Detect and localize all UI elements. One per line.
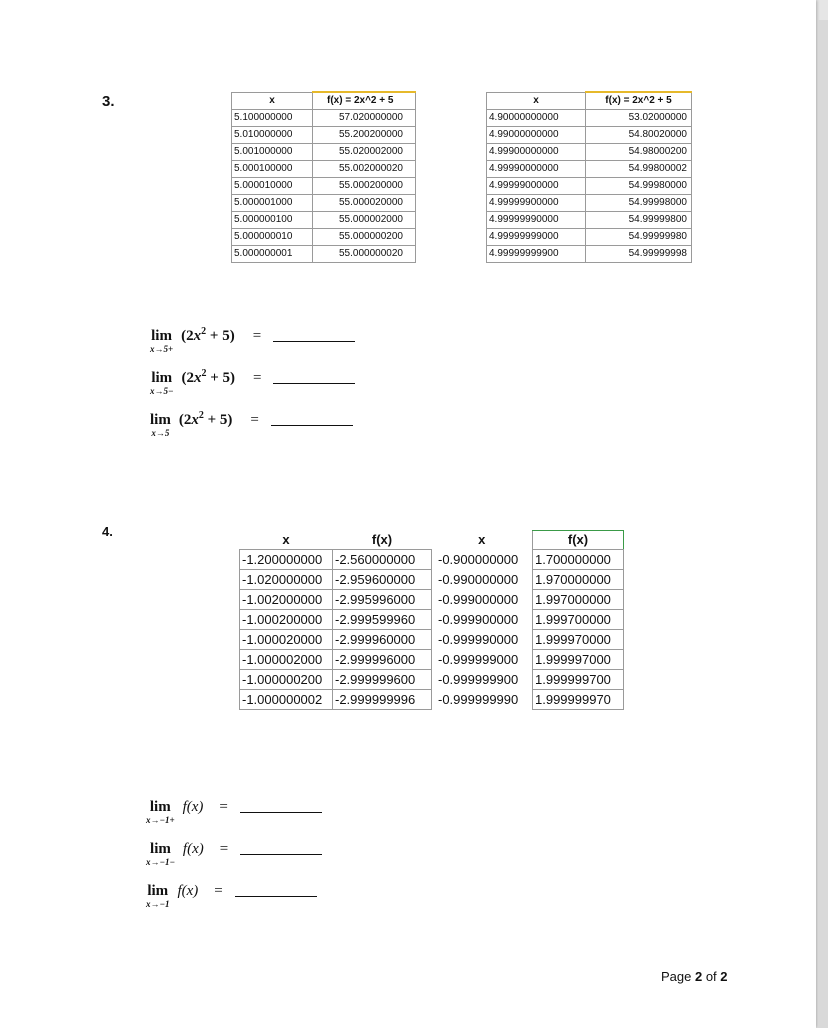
column-header-x: x xyxy=(232,92,313,110)
expr-variable: x xyxy=(191,412,199,428)
cell-x: 5.001000000 xyxy=(232,144,313,161)
expr-variable: x xyxy=(193,328,202,344)
question-number-3: 3. xyxy=(102,93,115,110)
cell-fx-left: -2.999960000 xyxy=(333,630,432,650)
table-row xyxy=(232,246,416,263)
cell-x: 4.90000000000 xyxy=(487,110,586,127)
table-row xyxy=(232,178,416,195)
cell-fx: 54.80020000 xyxy=(586,127,692,144)
limit-function xyxy=(183,841,204,857)
lim-subscript: x→5− xyxy=(150,386,174,396)
cell-x-right: -0.999999000 xyxy=(438,651,519,667)
limit-expression xyxy=(146,799,322,825)
equals-sign: = xyxy=(252,328,262,344)
limit-function xyxy=(183,799,204,815)
equals-sign: = xyxy=(219,841,229,857)
cell-x-left: -1.000000002 xyxy=(240,690,333,710)
cell-x-left: -1.000020000 xyxy=(240,630,333,650)
expr-exponent: 2 xyxy=(201,326,207,337)
page-total: 2 xyxy=(720,969,728,984)
cell-x: 4.99000000000 xyxy=(487,127,586,144)
answer-blank xyxy=(271,425,353,426)
cell-fx: 54.99980000 xyxy=(586,178,692,195)
cell-x-right: -0.999990000 xyxy=(438,631,519,647)
table-row xyxy=(240,550,624,570)
table-row xyxy=(232,212,416,229)
cell-fx-right: 1.999970000 xyxy=(533,630,624,650)
cell-x-right: -0.999000000 xyxy=(438,591,519,607)
limit-expression xyxy=(150,370,355,396)
expr-open: (2 xyxy=(178,412,192,428)
table-row xyxy=(232,127,416,144)
cell-x-right: -0.999999990 xyxy=(438,691,519,707)
table-row xyxy=(232,144,416,161)
page-number xyxy=(661,969,728,984)
table-header-row xyxy=(487,92,692,110)
cell-fx: 55.200200000 xyxy=(313,127,416,144)
cell-x: 4.99999999900 xyxy=(487,246,586,263)
cell-x: 5.000000010 xyxy=(232,229,313,246)
expr-open: (2 xyxy=(181,370,194,386)
lim-operator xyxy=(146,799,175,825)
expr-close: + 5) xyxy=(203,412,233,428)
cell-fx-left: -2.999999996 xyxy=(333,690,432,710)
cell-fx: 54.99999980 xyxy=(586,229,692,246)
cell-x-left: -1.000200000 xyxy=(240,610,333,630)
lim-word: lim xyxy=(147,883,169,899)
table-row xyxy=(240,670,624,690)
lim-subscript: x→5+ xyxy=(150,344,174,354)
lim-subscript: x→−1 xyxy=(146,899,170,909)
page-current: 2 xyxy=(694,969,703,984)
answer-blank xyxy=(240,812,322,813)
cell-x-left: -1.000002000 xyxy=(240,650,333,670)
cell-fx: 54.99999998 xyxy=(586,246,692,263)
cell-x-right: -0.999999900 xyxy=(438,671,519,687)
limit-expression xyxy=(150,328,355,354)
cell-fx: 57.020000000 xyxy=(313,110,416,127)
lim-subscript: x→−1− xyxy=(146,857,175,867)
limit-expression xyxy=(146,841,322,867)
cell-fx-right: 1.999999700 xyxy=(533,670,624,690)
lim-operator xyxy=(150,370,173,396)
answer-blank xyxy=(240,854,322,855)
lim-word: lim xyxy=(150,841,171,857)
table-left-approach-5 xyxy=(486,91,692,263)
cell-x: 4.99999990000 xyxy=(487,212,586,229)
lim-operator xyxy=(146,883,169,909)
table-row xyxy=(487,110,692,127)
cell-x: 4.99999999000 xyxy=(487,229,586,246)
table-row xyxy=(232,195,416,212)
cell-x-left: -1.002000000 xyxy=(240,590,333,610)
cell-fx-left: -2.959600000 xyxy=(333,570,432,590)
table-row xyxy=(487,127,692,144)
expr-close: + 5) xyxy=(206,370,236,386)
limit-function xyxy=(181,370,235,386)
cell-fx-right: 1.999999970 xyxy=(533,690,624,710)
lim-word: lim xyxy=(150,412,171,428)
table-right-approach-5 xyxy=(231,91,416,263)
table-row xyxy=(240,590,624,610)
cell-fx: 55.002000020 xyxy=(313,161,416,178)
scrollbar-track[interactable] xyxy=(818,20,828,1028)
expr-function: f(x) xyxy=(182,841,204,857)
table-row xyxy=(232,110,416,127)
table-row xyxy=(240,630,624,650)
lim-word: lim xyxy=(149,799,171,815)
cell-x: 5.010000000 xyxy=(232,127,313,144)
cell-fx-left: -2.560000000 xyxy=(333,550,432,570)
expr-close: + 5) xyxy=(206,328,235,344)
equals-sign: = xyxy=(253,370,262,386)
cell-x: 5.000001000 xyxy=(232,195,313,212)
table-row xyxy=(487,246,692,263)
cell-x: 4.99999000000 xyxy=(487,178,586,195)
cell-fx: 54.99800002 xyxy=(586,161,692,178)
cell-x-right: -0.900000000 xyxy=(438,551,519,567)
expr-variable: x xyxy=(193,370,202,386)
expr-function: f(x) xyxy=(177,883,199,899)
table-row xyxy=(487,161,692,178)
lim-subscript: x→5 xyxy=(151,428,170,438)
expr-open: (2 xyxy=(181,328,194,344)
cell-x: 5.000010000 xyxy=(232,178,313,195)
limit-function xyxy=(177,883,198,899)
equals-sign: = xyxy=(250,412,259,428)
page-of: of xyxy=(702,969,721,984)
cell-fx: 53.02000000 xyxy=(586,110,692,127)
answer-blank xyxy=(273,383,355,384)
limit-expression xyxy=(150,412,353,438)
table-row xyxy=(240,570,624,590)
cell-fx-left: -2.999996000 xyxy=(333,650,432,670)
column-header-fx-right: f(x) xyxy=(533,531,624,550)
cell-fx-left: -2.999999600 xyxy=(333,670,432,690)
lim-operator xyxy=(150,412,171,438)
limit-function xyxy=(179,412,233,428)
column-header-x: x xyxy=(487,92,586,110)
table-row xyxy=(487,212,692,229)
cell-x-right: -0.999900000 xyxy=(438,611,519,627)
table-row xyxy=(487,144,692,161)
table-row xyxy=(487,195,692,212)
lim-word: lim xyxy=(151,370,173,386)
cell-x: 4.99990000000 xyxy=(487,161,586,178)
cell-x-right: -0.990000000 xyxy=(438,571,519,587)
table-row xyxy=(240,610,624,630)
expr-function: f(x) xyxy=(182,799,204,815)
cell-fx: 55.000020000 xyxy=(313,195,416,212)
equals-sign: = xyxy=(214,883,223,899)
cell-x: 4.99999900000 xyxy=(487,195,586,212)
cell-x-left: -1.200000000 xyxy=(240,550,333,570)
lim-operator xyxy=(146,841,175,867)
cell-fx: 54.99998000 xyxy=(586,195,692,212)
expr-exponent: 2 xyxy=(201,368,207,379)
cell-fx-right: 1.970000000 xyxy=(533,570,624,590)
cell-fx-left: -2.995996000 xyxy=(333,590,432,610)
column-header-fx: f(x) = 2x^2 + 5 xyxy=(586,92,692,110)
column-header-fx: f(x) = 2x^2 + 5 xyxy=(313,92,416,110)
table-row xyxy=(240,650,624,670)
limit-expression xyxy=(146,883,317,909)
expr-exponent: 2 xyxy=(198,410,204,421)
limit-function xyxy=(181,328,235,344)
cell-x: 5.000000001 xyxy=(232,246,313,263)
cell-fx-right: 1.999700000 xyxy=(533,610,624,630)
table-row xyxy=(487,178,692,195)
table-row xyxy=(487,229,692,246)
column-header-x-left: x xyxy=(282,531,290,547)
cell-fx: 55.020002000 xyxy=(313,144,416,161)
table-header-row xyxy=(240,531,624,550)
question-number-4: 4. xyxy=(102,524,113,539)
cell-fx: 55.000200000 xyxy=(313,178,416,195)
cell-x-left: -1.020000000 xyxy=(240,570,333,590)
page-label: Page xyxy=(661,969,695,984)
cell-fx: 54.98000200 xyxy=(586,144,692,161)
table-row xyxy=(240,690,624,710)
answer-blank xyxy=(235,896,317,897)
lim-subscript: x→−1+ xyxy=(146,815,175,825)
cell-fx-right: 1.700000000 xyxy=(533,550,624,570)
cell-x-left: -1.000000200 xyxy=(240,670,333,690)
column-header-fx-left: f(x) xyxy=(371,531,393,547)
cell-fx: 55.000002000 xyxy=(313,212,416,229)
answer-blank xyxy=(273,341,355,342)
table-row xyxy=(232,161,416,178)
cell-fx-left: -2.999599960 xyxy=(333,610,432,630)
cell-fx: 54.99999800 xyxy=(586,212,692,229)
lim-operator xyxy=(150,328,173,354)
table-approach-minus-1 xyxy=(239,530,624,710)
cell-x: 5.100000000 xyxy=(232,110,313,127)
cell-fx: 55.000000020 xyxy=(313,246,416,263)
equals-sign: = xyxy=(219,799,228,815)
cell-fx-right: 1.997000000 xyxy=(533,590,624,610)
table-row xyxy=(232,229,416,246)
lim-word: lim xyxy=(151,328,172,344)
table-header-row xyxy=(232,92,416,110)
cell-x: 5.000100000 xyxy=(232,161,313,178)
cell-x: 4.99900000000 xyxy=(487,144,586,161)
cell-fx: 55.000000200 xyxy=(313,229,416,246)
cell-x: 5.000000100 xyxy=(232,212,313,229)
column-header-x-right: x xyxy=(478,532,486,547)
cell-fx-right: 1.999997000 xyxy=(533,650,624,670)
